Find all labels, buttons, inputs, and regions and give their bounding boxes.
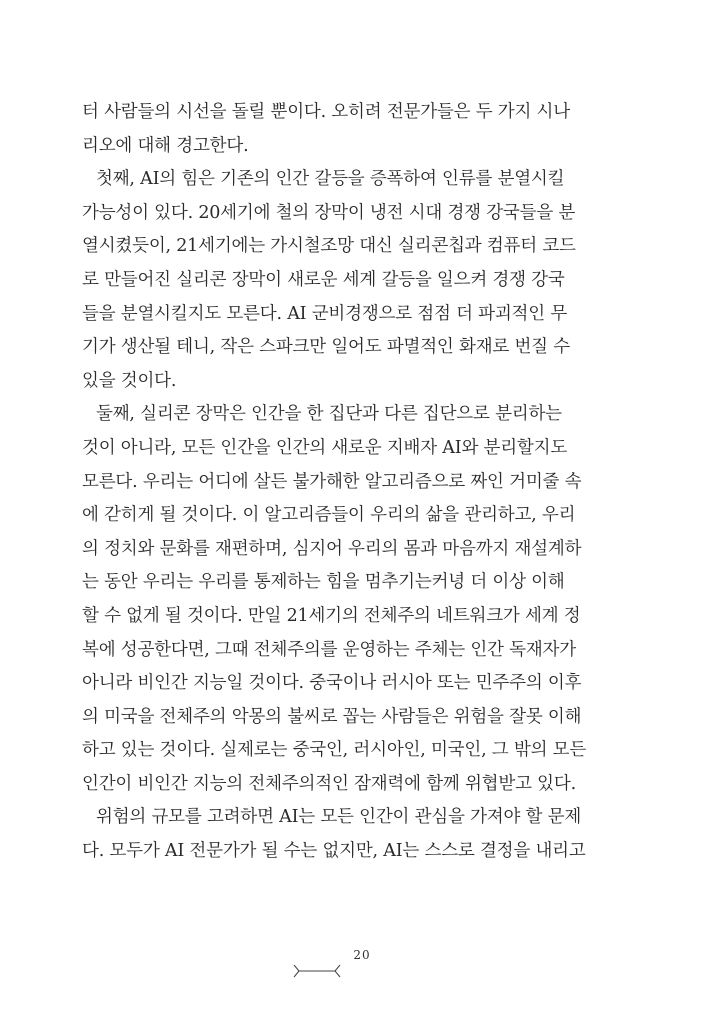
text-line: 에 갇히게 될 것이다. 이 알고리즘들이 우리의 삶을 관리하고, 우리 (82, 505, 576, 526)
text-line: 는 동안 우리는 우리를 통제하는 힘을 멈추기는커녕 더 이상 이해 (82, 572, 565, 593)
text-line: 로 만들어진 실리콘 장막이 새로운 세계 갈등을 일으켜 경쟁 강국 (82, 269, 565, 290)
text-line: 아니라 비인간 지능일 것이다. 중국이나 러시아 또는 민주주의 이후 (82, 673, 582, 694)
text-line: 모른다. 우리는 어디에 살든 불가해한 알고리즘으로 짜인 거미줄 속 (82, 471, 582, 492)
text-line: 가능성이 있다. 20세기에 철의 장막이 냉전 시대 경쟁 강국들을 분 (82, 202, 576, 223)
text-line: 둘째, 실리콘 장막은 인간을 한 집단과 다른 집단으로 분리하는 (96, 404, 562, 425)
text-line: 위험의 규모를 고려하면 AI는 모든 인간이 관심을 가져야 할 문제 (96, 807, 582, 828)
text-line: 터 사람들의 시선을 돌릴 뿐이다. 오히려 전문가들은 두 가지 시나 (82, 102, 570, 122)
text-line: 있을 것이다. (82, 370, 177, 391)
text-line: 것이 아니라, 모든 인간을 인간의 새로운 지배자 AI와 분리할지도 (82, 437, 568, 458)
text-line: 기가 생산될 테니, 작은 스파크만 일어도 파멸적인 화재로 번질 수 (82, 337, 570, 358)
text-line: 들을 분열시킬지도 모른다. AI 군비경쟁으로 점점 더 파괴적인 무 (82, 303, 568, 324)
text-line: 인간이 비인간 지능의 전체주의적인 잠재력에 함께 위협받고 있다. (82, 773, 576, 794)
text-line: 첫째, AI의 힘은 기존의 인간 갈등을 증폭하여 인류를 분열시킬 (96, 169, 565, 190)
text-line: 의 정치와 문화를 재편하며, 심지어 우리의 몸과 마음까지 재설계하 (82, 538, 582, 559)
text-line: 하고 있는 것이다. 실제로는 중국인, 러시아인, 미국인, 그 밖의 모든 (82, 740, 587, 761)
text-line: 리오에 대해 경고한다. (82, 135, 249, 156)
bracket-line-ornament-icon (293, 964, 341, 978)
text-line: 다. 모두가 AI 전문가가 될 수는 없지만, AI는 스스로 결정을 내리고 (82, 841, 586, 862)
text-line: 열시켰듯이, 21세기에는 가시철조망 대신 실리콘칩과 컴퓨터 코드 (82, 236, 576, 257)
page-number: 20 (353, 948, 371, 962)
text-line: 복에 성공한다면, 그때 전체주의를 운영하는 주체는 인간 독재자가 (82, 639, 576, 660)
text-line: 할 수 없게 될 것이다. 만일 21세기의 전체주의 네트워크가 세계 정 (82, 605, 581, 626)
body-text (82, 96, 587, 869)
text-line: 의 미국을 전체주의 악몽의 불씨로 꼽는 사람들은 위험을 잘못 이해 (82, 706, 582, 727)
